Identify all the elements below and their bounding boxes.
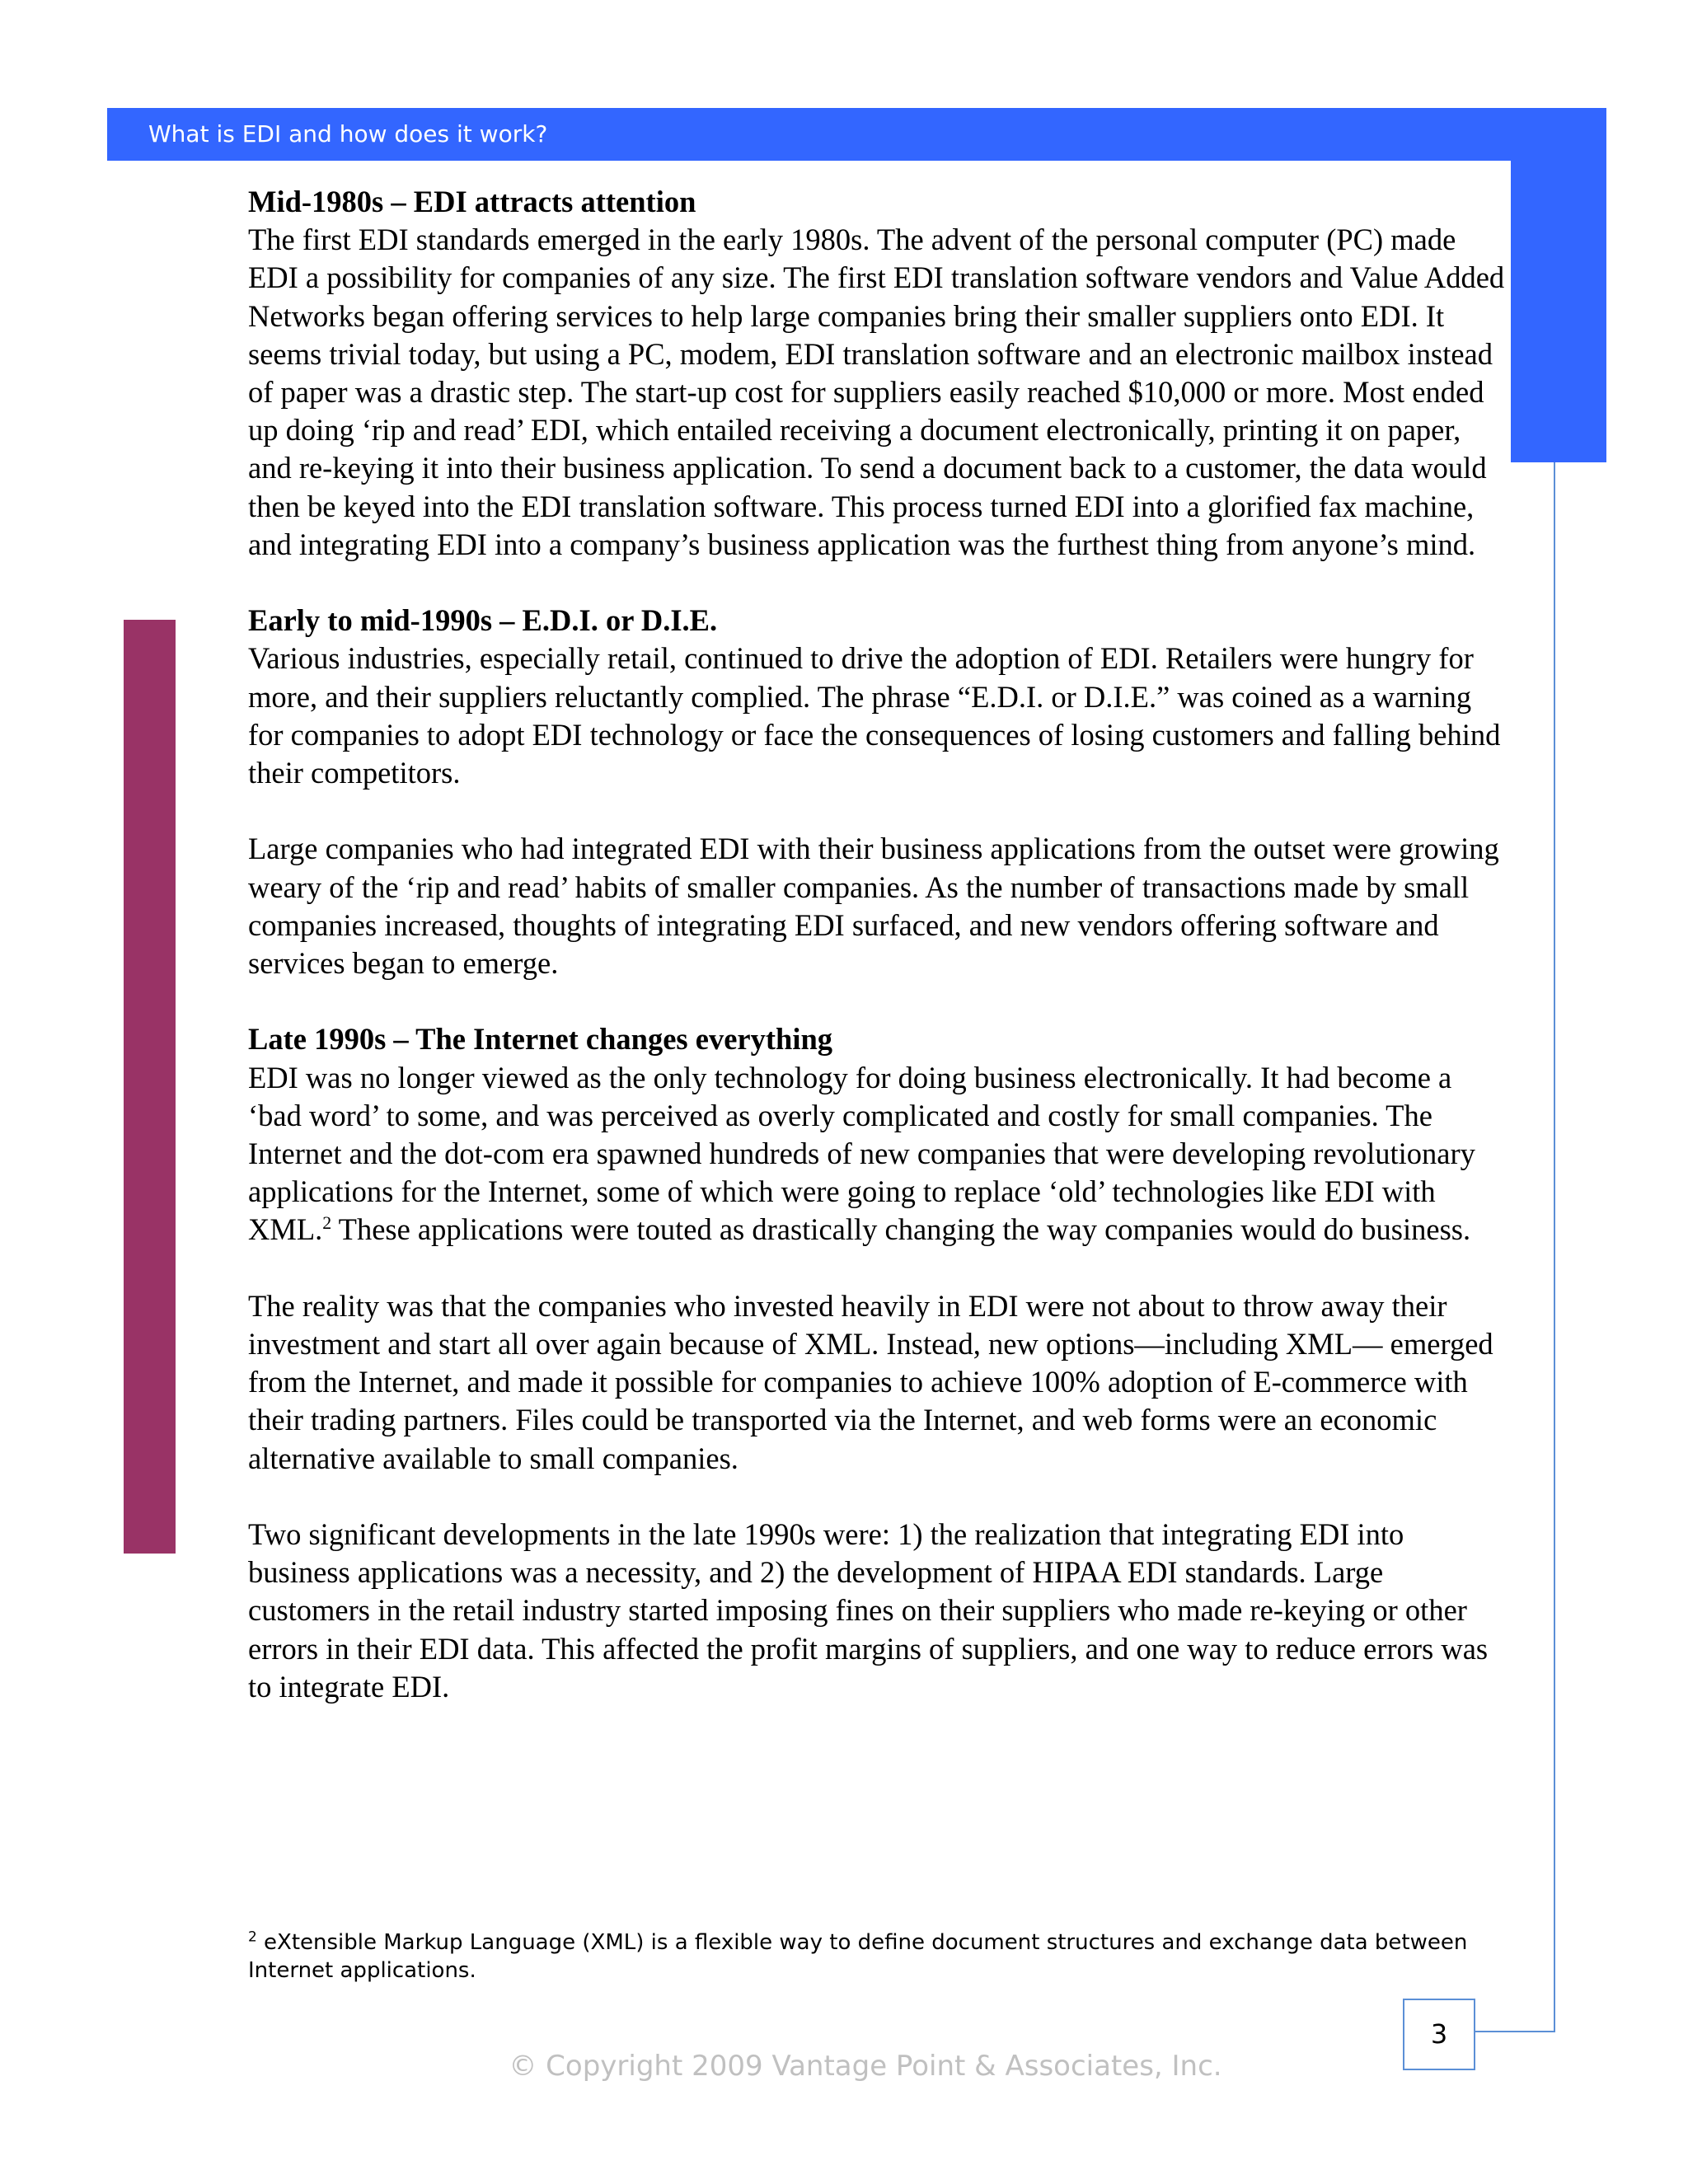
body-paragraph: Various industries, especially retail, continued to drive the adoption of EDI. Retailers were hungry for more, and their suppliers reluctantly complied. The phrase “E.D.I. or D.I.E.” was coined as a warning for companies to adopt EDI technology or face the consequences of losing customers and falling behind their competitors. — [248, 641, 1501, 790]
section-late-1990s — [248, 1020, 1509, 1706]
section-heading: Late 1990s – The Internet changes everything — [248, 1022, 833, 1057]
footnote-text: eXtensible Markup Language (XML) is a flexible way to define document structures and exchange data between Internet applications. — [248, 1930, 1468, 1983]
section-heading: Early to mid-1990s – E.D.I. or D.I.E. — [248, 603, 718, 638]
footnote-reference: 2 — [322, 1212, 332, 1234]
footnote — [248, 1929, 1534, 1985]
copyright-notice: © Copyright 2009 Vantage Point & Associates, Inc. — [509, 2050, 1222, 2083]
section-heading: Mid-1980s – EDI attracts attention — [248, 185, 696, 218]
body-paragraph — [248, 1059, 1509, 1249]
right-vertical-rule — [1554, 462, 1555, 2032]
body-paragraph: Large companies who had integrated EDI with their business applications from the outset were growing weary of the ‘rip and read’ habits of smaller companies. As the number of transactions made by small companies increased, thoughts of integrating EDI surfaced, and new vendors offering software and services began to emerge. — [248, 832, 1499, 981]
header-corner-block — [1511, 108, 1606, 462]
page-number-connector — [1475, 2031, 1555, 2032]
main-content — [248, 183, 1509, 1744]
body-paragraph: The reality was that the companies who invested heavily in EDI were not about to throw away their investment and start all over again because of XML. Instead, new options—including XML— emerged from the Internet, and made it possible for companies to achieve 100% adoption of E-commerce with their trading partners. Files could be transported via the Internet, and web forms were an economic alternative available to small companies. — [248, 1288, 1493, 1475]
body-paragraph: Two significant developments in the late 1990s were: 1) the realization that integrating EDI into business applications was a necessity, and 2) the development of HIPAA EDI standards. Large customers in the retail industry started imposing fines on their suppliers who made re-keying or other errors in their EDI data. This affected the profit margins of suppliers, and one way to reduce errors was to integrate EDI. — [248, 1517, 1489, 1704]
body-paragraph: The first EDI standards emerged in the early 1980s. The advent of the personal computer (PC) made EDI a possibility for companies of any size. The first EDI translation software vendors and Value Added Networks began offering services to help large companies bring their smaller suppliers onto EDI. It seems trivial today, but using a PC, modem, EDI translation software and an electronic mailbox instead of paper was a drastic step. The start-up cost for suppliers easily reached $10,000 or more. Most ended up doing ‘rip and read’ EDI, which entailed receiving a document electronically, printing it on paper, and re-keying it into their business application. To send a document back to a customer, the data would then be keyed into the EDI translation software. This process turned EDI into a glorified fax machine, and integrating EDI into a company’s business application was the furthest thing from anyone’s mind. — [248, 223, 1505, 561]
footnote-number: 2 — [248, 1928, 257, 1945]
body-text: EDI was no longer viewed as the only technology for doing business electronically. It had become a ‘bad word’ to some, and was perceived as overly complicated and costly for small companies. The Internet and the dot-com era spawned hundreds of new companies that were developing revolutionary applications for the Internet, some of which were going to replace ‘old’ technologies like EDI with XML. — [248, 1060, 1475, 1247]
left-accent-bar — [124, 620, 176, 1554]
body-text: These applications were touted as drastically changing the way companies would do business. — [331, 1212, 1471, 1247]
section-early-1990s — [248, 602, 1509, 982]
page-number: 3 — [1403, 1999, 1475, 2070]
page-header-title: What is EDI and how does it work? — [148, 120, 548, 148]
section-mid-1980s — [248, 183, 1509, 564]
